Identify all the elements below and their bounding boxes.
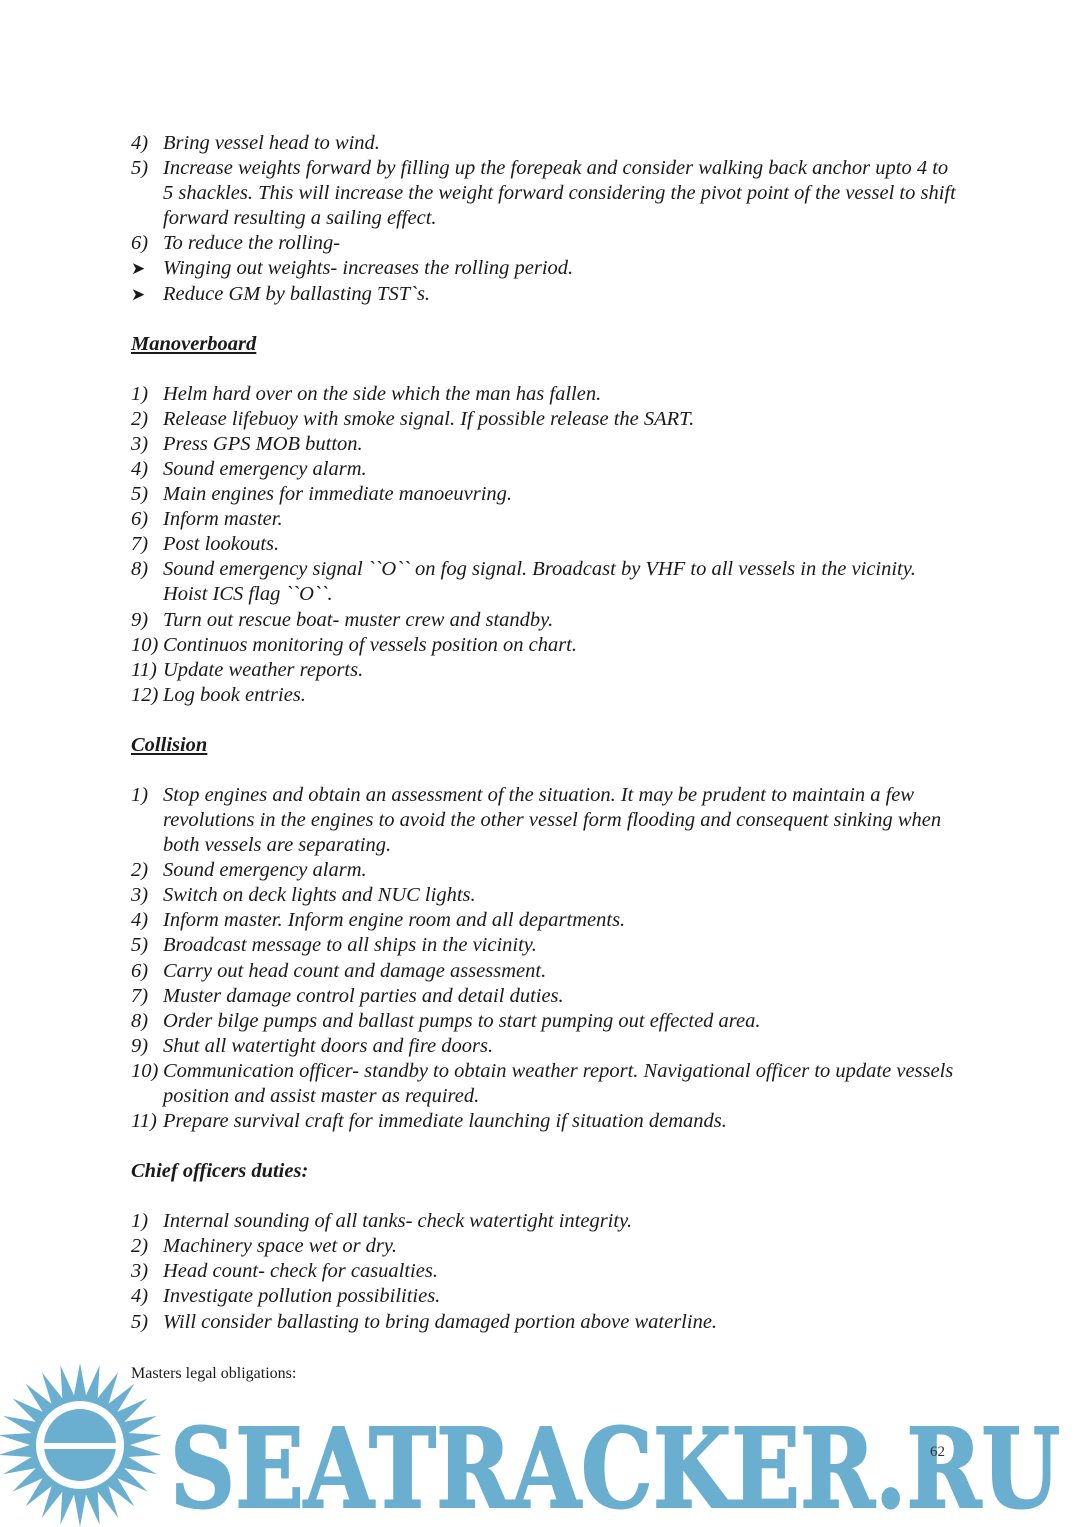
list-item: 2) Release lifebuoy with smoke signal. If possible release the SART. [131, 407, 695, 430]
list-item: 4) Sound emergency alarm. [131, 457, 367, 480]
list-item: 11) Update weather reports. [131, 658, 364, 681]
list-item: 5) Increase weights forward by filling up the forepeak and consider walking back anchor upto 4 to 5 shackles. This will increase the weight forward considering the pivot point of the vessel to shift forward resulting a sailing effect. [131, 157, 956, 230]
list-item: 7) Muster damage control parties and detail duties. [131, 984, 564, 1007]
list-item: 6) Inform master. [131, 508, 283, 531]
list-item: 7) Post lookouts. [131, 533, 280, 556]
sun-over-sea-icon [0, 1363, 161, 1527]
list-item: 1) Internal sounding of all tanks- check watertight integrity. [131, 1210, 633, 1233]
collision-list [131, 783, 961, 1134]
list-item: 8) Sound emergency signal ``O`` on fog signal. Broadcast by VHF to all vessels in the vicinity. Hoist ICS flag ``O``. [131, 558, 916, 606]
list-item: 5) Broadcast message to all ships in the vicinity. [131, 934, 537, 957]
list-item: 9) Turn out rescue boat- muster crew and standby. [131, 608, 554, 631]
list-item: 5) Will consider ballasting to bring damaged portion above waterline. [131, 1310, 718, 1333]
list-item: 4) Investigate pollution possibilities. [131, 1285, 441, 1308]
masters-legal-obligations-heading: Masters legal obligations: [131, 1365, 297, 1382]
watermark-text: SEATRACKER.RU [170, 1404, 1060, 1527]
manoverboard-list [131, 382, 961, 708]
bullet-item: ➤ Reduce GM by ballasting TST`s. [131, 282, 961, 307]
rolling-bullet-list [131, 256, 961, 306]
page-content [131, 131, 961, 1335]
list-item: 10) Communication officer- standby to obtain weather report. Navigational officer to update vessels position and assist master as required. [131, 1059, 954, 1107]
list-item: 6) Carry out head count and damage assessment. [131, 959, 547, 982]
list-item: 3) Press GPS MOB button. [131, 432, 363, 455]
bullet-item: ➤ Winging out weights- increases the rolling period. [131, 256, 961, 281]
list-item: 6) To reduce the rolling- [131, 232, 341, 255]
chief-officers-duties-heading: Chief officers duties: [131, 1160, 309, 1183]
list-item: 2) Machinery space wet or dry. [131, 1235, 397, 1258]
collision-heading: Collision [131, 733, 208, 756]
list-item: 3) Head count- check for casualties. [131, 1260, 438, 1283]
intro-list [131, 131, 961, 256]
page-number: 62 [930, 1444, 945, 1460]
arrow-bullet-icon: ➤ [131, 259, 146, 279]
list-item: 1) Helm hard over on the side which the man has fallen. [131, 382, 602, 405]
chief-officers-duties-list [131, 1209, 961, 1334]
list-item: 8) Order bilge pumps and ballast pumps to start pumping out effected area. [131, 1009, 761, 1032]
list-item: 1) Stop engines and obtain an assessment of the situation. It may be prudent to maintain a few revolutions in the engines to avoid the other vessel form flooding and consequent sinking when both vessels are separating. [131, 783, 942, 857]
list-item: 5) Main engines for immediate manoeuvring. [131, 483, 513, 506]
list-item: 2) Sound emergency alarm. [131, 859, 367, 882]
list-item: 10) Continuos monitoring of vessels position on chart. [131, 633, 577, 656]
list-item: 4) Inform master. Inform engine room and all departments. [131, 909, 626, 932]
list-item: 9) Shut all watertight doors and fire doors. [131, 1034, 494, 1057]
list-item: 3) Switch on deck lights and NUC lights. [131, 884, 476, 907]
arrow-bullet-icon: ➤ [131, 284, 146, 304]
list-item: 4) Bring vessel head to wind. [131, 132, 380, 154]
list-item: 12) Log book entries. [131, 683, 306, 706]
manoverboard-heading: Manoverboard [131, 332, 257, 355]
list-item: 11) Prepare survival craft for immediate launching if situation demands. [131, 1110, 727, 1133]
seatracker-watermark [0, 1355, 1080, 1527]
